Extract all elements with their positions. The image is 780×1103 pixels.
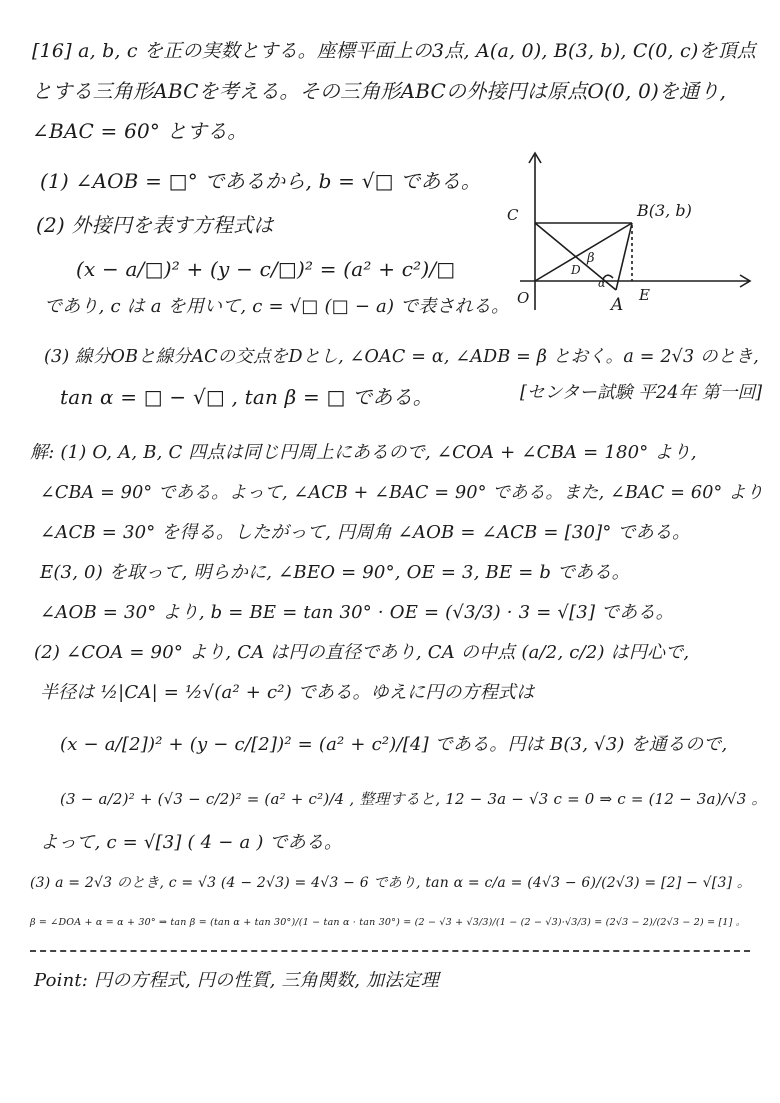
segment-ba [616,223,632,290]
solution-line-12: β = ∠DOA + α = α + 30° ⇒ tan β = (tan α + tan 30°)/(1 − tan α · tan 30°) = (2 − √3 + √3/3)/(1 − (2 − √3)·√3/3) = (2√3 − 2)/(2√3 − 2) = [1] 。 [30,917,746,928]
label-c: C [507,206,519,224]
segment-ob [535,223,632,281]
label-beta: β [587,251,595,266]
solution-line-7: 半径は ½|CA| = ½√(a² + c²) である。ゆえに円の方程式は [40,682,535,703]
label-b: B(3, b) [637,201,692,220]
solution-line-8: (x − a/[2])² + (y − c/[2])² = (a² + c²)/[4] である。円は B(3, √3) を通るので, [60,734,728,755]
solution-line-10: よって, c = √[3] ( 4 − a ) である。 [40,832,343,853]
solution-line-2: ∠CBA = 90° である。よって, ∠ACB + ∠BAC = 90° である。また, ∠BAC = 60° より [40,483,764,503]
solution-line-1: 解: (1) O, A, B, C 四点は同じ円周上にあるので, ∠COA + ∠CBA = 180° より, [30,442,697,463]
question-1: (1) ∠AOB = □° であるから, b = √□ である。 [40,169,482,193]
question-2-intro: (2) 外接円を表す方程式は [36,213,274,237]
solution-line-6: (2) ∠COA = 90° より, CA は円の直径であり, CA の中点 (a/2, c/2) は円心で, [34,642,690,663]
solution-line-9: (3 − a/2)² + (√3 − c/2)² = (a² + c²)/4 , 整理すると, 12 − 3a − √3 c = 0 ⇒ c = (12 − 3a)/√3 。 [60,790,767,808]
question-3-intro: (3) 線分OBと線分ACの交点をDとし, ∠OAC = α, ∠ADB = β とおく。a = 2√3 のとき, [44,347,759,367]
problem-line-2: とする三角形ABCを考える。その三角形ABCの外接円は原点O(0, 0)を通り, [32,79,727,103]
solution-line-3: ∠ACB = 30° を得る。したがって, 円周角 ∠AOB = ∠ACB = [30]° である。 [40,522,691,543]
question-2-equation: (x − a/□)² + (y − c/□)² = (a² + c²)/□ [76,257,456,281]
problem-line-1 [32,38,756,64]
label-d: D [571,263,581,277]
label-alpha: α [598,277,606,290]
dashed-separator [30,950,750,952]
solution-line-5: ∠AOB = 30° より, b = BE = tan 30° · OE = (√3/3) · 3 = √[3] である。 [40,602,674,623]
question-3-equation: tan α = □ − √□ , tan β = □ である。 [60,385,433,409]
point-summary: Point: 円の方程式, 円の性質, 三角関数, 加法定理 [34,970,439,991]
problem-text-1: a, b, c を正の実数とする。座標平面上の3点, A(a, 0), B(3, b), C(0, c)を頂点 [78,40,757,62]
label-a: A [611,295,624,315]
solution-line-11: (3) a = 2√3 のとき, c = √3 (4 − 2√3) = 4√3 − 6 であり, tan α = c/a = (4√3 − 6)/(2√3) = [2] − √[3] 。 [30,875,752,891]
triangle-figure [505,150,755,320]
problem-number: [16] [32,40,72,62]
question-2-tail: であり, c は a を用いて, c = √□ (□ − a) で表される。 [44,296,510,317]
label-e: E [639,286,650,304]
source-note: [センター試験 平24年 第一回] [520,383,763,403]
solution-line-4: E(3, 0) を取って, 明らかに, ∠BEO = 90°, OE = 3, BE = b である。 [40,562,630,583]
problem-line-3: ∠BAC = 60° とする。 [32,119,248,143]
label-o: O [517,289,530,307]
